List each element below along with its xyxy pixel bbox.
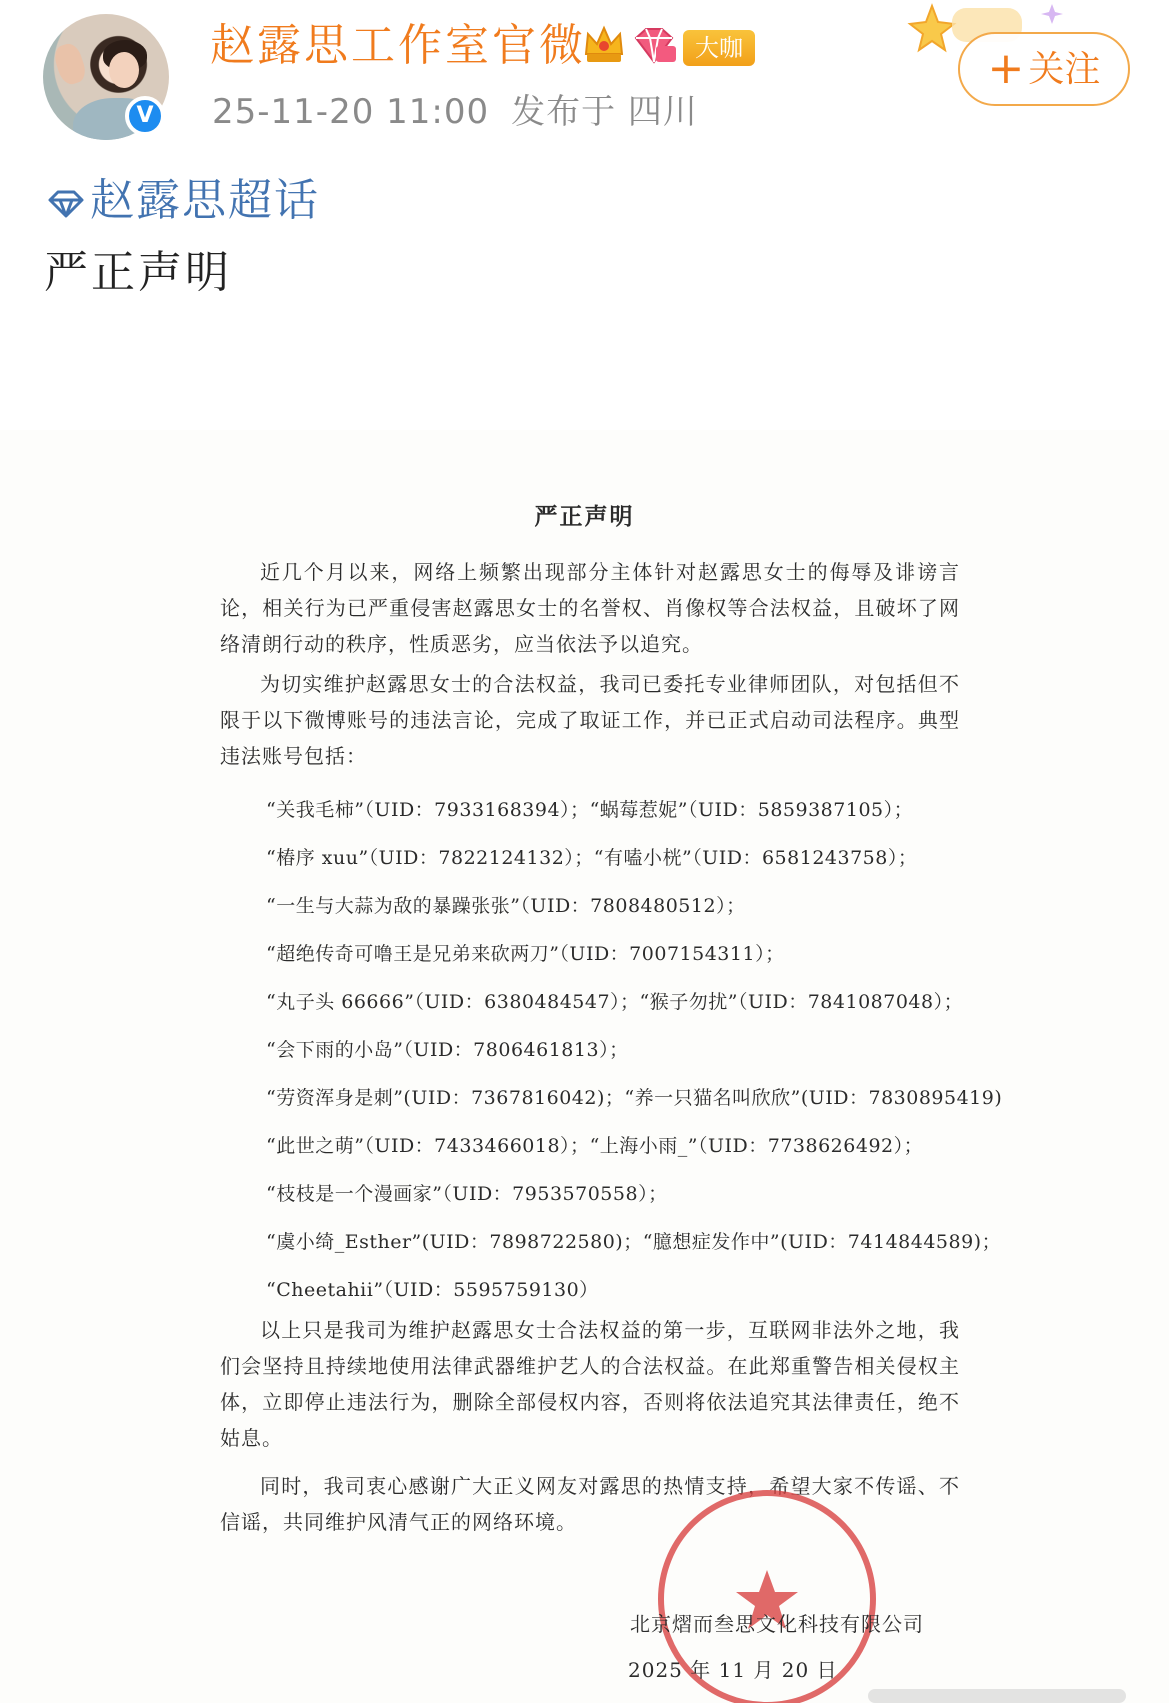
topic-label: 赵露思超话 (90, 175, 320, 226)
account-line: “此世之萌”（UID：7433466018）；“上海小雨_”（UID：7738626492）； (266, 1135, 924, 1157)
account-line: “一生与大蒜为敌的暴躁张张”（UID：7808480512）； (266, 895, 746, 917)
account-line: “劳资浑身是刺”(UID：7367816042)；“养一只猫名叫欣欣”(UID：7830895419) (266, 1087, 1003, 1109)
document-paragraph-4: 同时，我司衷心感谢广大正义网友对露思的热情支持，希望大家不传谣、不信谣，共同维护风清气正的网络环境。 (220, 1474, 960, 1534)
post-meta (212, 88, 698, 136)
crown-icon (582, 24, 626, 66)
account-line: “关我毛柿”（UID：7933168394）；“蜗莓惹妮”（UID：5859387105）； (266, 799, 914, 821)
follow-label: 关注 (1028, 49, 1101, 90)
account-line: “枝枝是一个漫画家”（UID：7953570558）； (266, 1183, 668, 1205)
account-line: “Cheetahii”（UID：5595759130） (266, 1279, 599, 1301)
diamond-topic-icon (46, 189, 86, 219)
document-paragraph-1: 近几个月以来，网络上频繁出现部分主体针对赵露思女士的侮辱及诽谤言论，相关行为已严重侵害赵露思女士的名誉权、肖像权等合法权益，且破坏了网络清朗行动的秩序，性质恶劣，应当依法予以追究。 (220, 560, 960, 656)
topic-link[interactable] (46, 172, 320, 230)
document-date: 2025 年 11 月 20 日 (628, 1658, 838, 1682)
account-line: “会下雨的小岛”（UID：7806461813）； (266, 1039, 629, 1061)
post-date: 25-11-20 11:00 (212, 92, 490, 132)
statement-image[interactable] (0, 430, 1169, 1703)
document-signer: 北京熠而叁思文化科技有限公司 (630, 1612, 924, 1636)
document-paragraph-3: 以上只是我司为维护赵露思女士合法权益的第一步，互联网非法外之地，我们会坚持且持续地使用法律武器维护艺人的合法权益。在此郑重警告相关侵权主体，立即停止违法行为，删除全部侵权内容，否则将依法追究其法律责任，绝不姑息。 (220, 1318, 960, 1450)
account-line: “丸子头 66666”（UID：6380484547）；“猴子勿扰”（UID：7841087048）； (266, 991, 964, 1013)
vip-badge: 大咖 (683, 30, 755, 66)
follow-button[interactable] (958, 32, 1130, 106)
document-paragraph-2: 为切实维护赵露思女士的合法权益，我司已委托专业律师团队，对包括但不限于以下微博账号的违法言论，完成了取证工作，并已正式启动司法程序。典型违法账号包括： (220, 672, 960, 768)
account-line: “虞小绮_Esther”(UID：7898722580)；“臆想症发作中”(UID：7414844589)； (266, 1231, 1002, 1253)
account-line: “椿序 xuu”（UID：7822124132）；“有嗑小桄”（UID：6581243758）； (266, 847, 918, 869)
verified-icon: V (125, 96, 165, 136)
document-title: 严正声明 (534, 503, 635, 530)
account-line: “超绝传奇可噜王是兄弟来砍两刀”（UID：7007154311）； (266, 943, 785, 965)
post-text: 严正声明 (44, 247, 232, 298)
image-scroll-indicator (868, 1689, 1126, 1703)
avatar[interactable] (43, 14, 169, 140)
diamond-fan-icon (630, 26, 678, 68)
user-name[interactable]: 赵露思工作室官微 (210, 20, 586, 71)
account-list (266, 786, 1003, 1314)
plus-icon: + (987, 43, 1025, 94)
post-location: 发布于 四川 (511, 92, 698, 132)
